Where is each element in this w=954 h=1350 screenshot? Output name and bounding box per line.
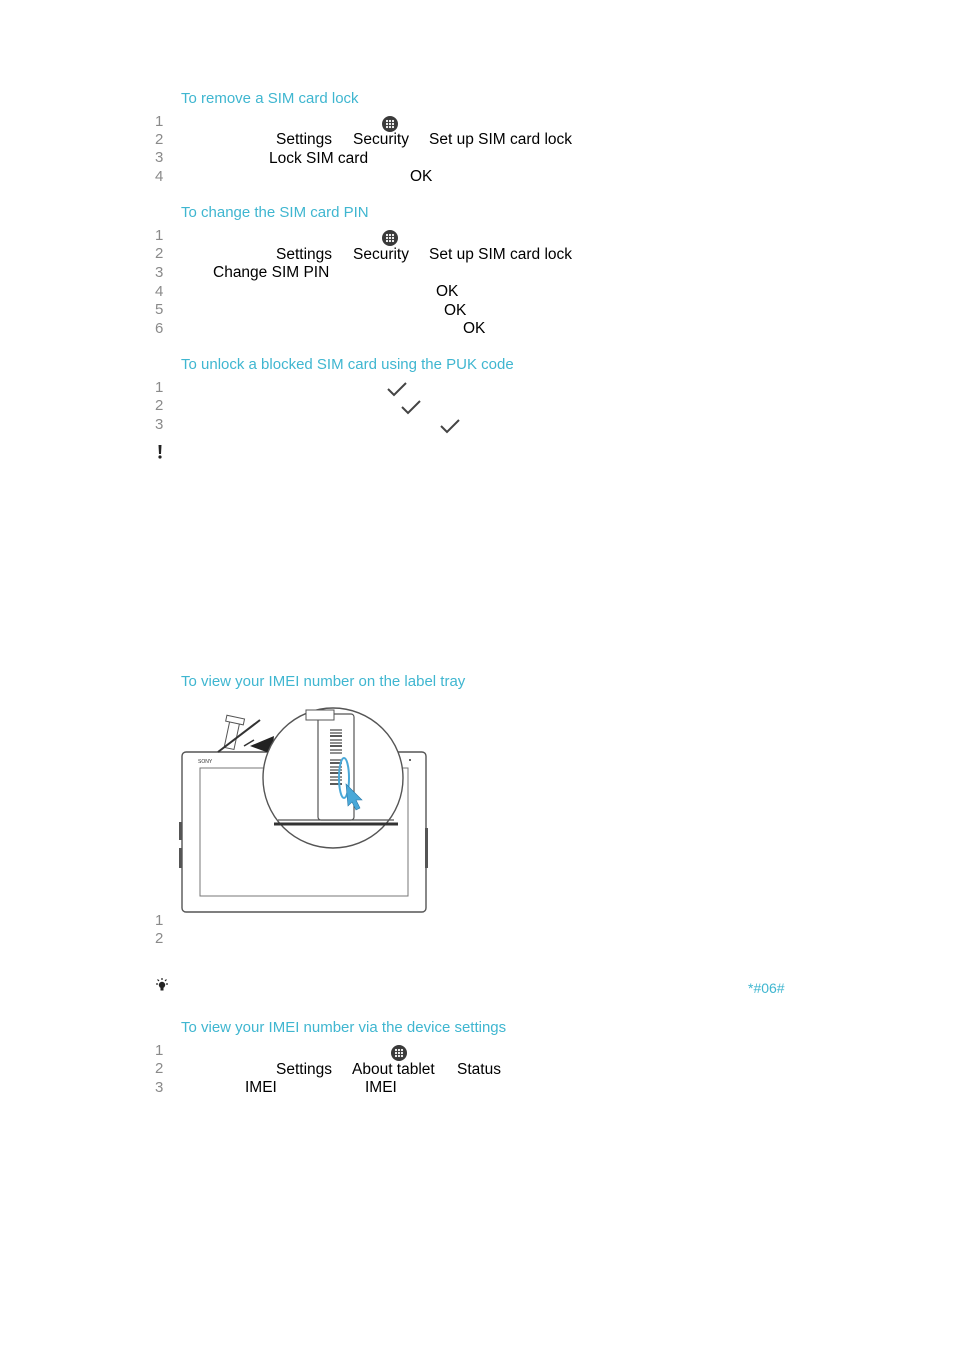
ui-term-ok: OK [444, 302, 467, 319]
heading-imei-settings: To view your IMEI number via the device settings [181, 1019, 507, 1036]
step-number: 4 [155, 283, 164, 300]
ui-term-settings: Settings [276, 1061, 333, 1078]
ui-term-ok: OK [436, 283, 459, 300]
app-grid-icon [382, 230, 398, 246]
ui-term-settings: Settings [276, 246, 333, 263]
ui-term-imei: IMEI [245, 1079, 277, 1096]
step-number: 2 [155, 131, 164, 148]
ui-term-set-up-sim-card-lock: Set up SIM card lock [429, 131, 573, 148]
brand-logo: SONY [198, 759, 213, 765]
ui-term-set-up-sim-card-lock: Set up SIM card lock [429, 246, 573, 263]
step-number: 2 [155, 930, 164, 947]
step-number: 1 [155, 113, 164, 130]
step-number: 3 [155, 416, 164, 433]
step-number: 6 [155, 320, 164, 337]
step-number: 4 [155, 168, 164, 185]
exclamation-icon [156, 444, 164, 460]
app-grid-icon [391, 1045, 407, 1061]
tablet-label-tray-illustration [178, 700, 430, 916]
step-number: 1 [155, 379, 164, 396]
checkmark-icon [400, 399, 422, 415]
step-number: 1 [155, 912, 164, 929]
ui-term-imei: IMEI [365, 1079, 397, 1096]
ui-term-change-sim-pin: Change SIM PIN [213, 264, 330, 281]
lightbulb-icon [154, 977, 170, 993]
ui-term-security: Security [353, 131, 409, 148]
heading-unlock-puk: To unlock a blocked SIM card using the PUK code [181, 356, 514, 373]
step-number: 2 [155, 1060, 164, 1077]
ui-term-settings: Settings [276, 131, 333, 148]
ui-term-lock-sim-card: Lock SIM card [269, 150, 369, 167]
step-number: 5 [155, 301, 164, 318]
ui-term-ok: OK [410, 168, 433, 185]
step-number: 1 [155, 227, 164, 244]
ui-term-security: Security [353, 246, 409, 263]
ui-term-ok: OK [463, 320, 486, 337]
app-grid-icon [382, 116, 398, 132]
step-number: 3 [155, 1079, 164, 1096]
step-number: 2 [155, 397, 164, 414]
heading-remove-sim-lock: To remove a SIM card lock [181, 90, 359, 107]
ui-term-about-tablet: About tablet [352, 1061, 435, 1078]
step-number: 3 [155, 149, 164, 166]
ui-term-status: Status [457, 1061, 501, 1078]
step-number: 1 [155, 1042, 164, 1059]
heading-change-sim-pin: To change the SIM card PIN [181, 204, 369, 221]
step-number: 2 [155, 245, 164, 262]
imei-dial-code: *#06# [748, 980, 785, 996]
heading-imei-label-tray: To view your IMEI number on the label tray [181, 673, 466, 690]
step-number: 3 [155, 264, 164, 281]
checkmark-icon [386, 381, 408, 397]
checkmark-icon [439, 418, 461, 434]
